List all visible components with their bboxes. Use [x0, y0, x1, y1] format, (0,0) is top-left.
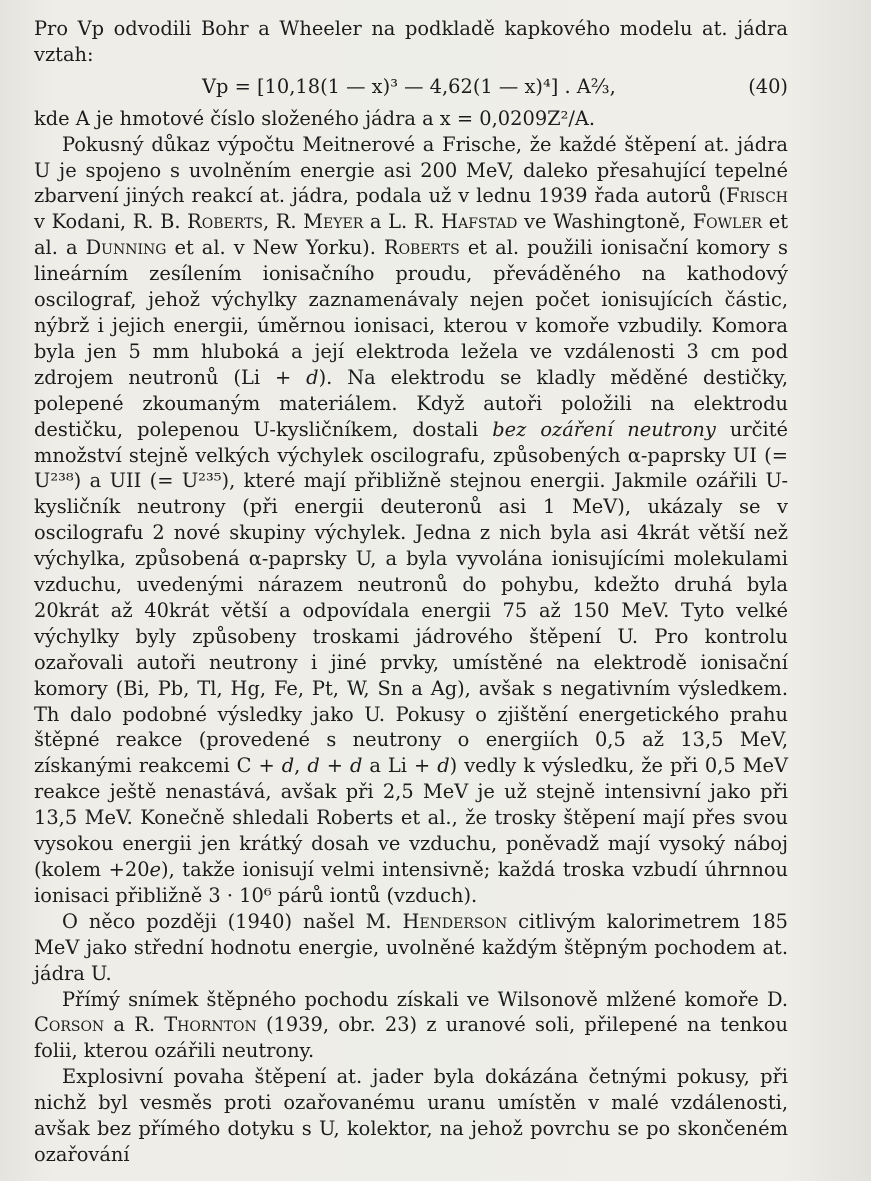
italic-text: d	[349, 754, 363, 778]
intro-paragraph: Pro Vp odvodili Bohr a Wheeler na podkladě kapkového modelu at. jádra vztah:	[34, 17, 788, 66]
author-name: Frisch	[725, 184, 788, 208]
italic-text: d	[306, 365, 319, 389]
italic-text: d	[437, 754, 450, 778]
author-name: Corson	[34, 1013, 105, 1037]
text-run: ) vedly k výsledku, že při 0,5 MeV reakce ještě nenastává, avšak při 2,5 MeV je už stejně intensivní jako při 13,5 MeV. Konečně shledali Roberts et al., že trosky štěpení mají přes svou vysokou energii jen krátký dosah ve vzduchu, poněvadž mají vysoký náboj (kolem +20	[34, 754, 788, 881]
formula-line	[34, 74, 788, 100]
text-run: Přímý snímek štěpného pochodu získali ve Wilsonově mlžené komoře D.	[62, 987, 788, 1011]
author-name: Henderson	[402, 909, 508, 933]
text-run: , R.	[262, 210, 304, 234]
text-run: a Li +	[362, 754, 438, 778]
text-run: určité množství stejně velkých výchylek oscilografu, způsobených α-paprsky UI (= U²³⁸) a UII (= U²³⁵), které mají přibližně stejnou energii. Jakmile ozářili U-kysličník neutrony (při energii deuteronů asi 1 MeV), ukázaly se v oscilografu 2 nové skupiny výchylek. Jedna z nich byla asi 4krát větší než výchylka, způsobená α-paprsky U, a byla vyvolána ionisujícími molekulami vzduchu, uvedenými nárazem neutronů do pohybu, kdežto druhá byla 20krát až 40krát větší a odpovídala energii 75 až 150 MeV. Tyto velké výchylky byly způsobeny troskami jádrového štěpení U. Pro kontrolu ozařovali autoři neutrony i jiné prvky, umístěné na elektrodě ionisační komory (Bi, Pb, Tl, Hg, Fe, Pt, W, Sn a Ag), avšak s negativním výsledkem. Th dalo podobné výsledky jako U. Pokusy o zjištění energetického prahu štěpné reakce (provedené s neutrony o energiích 0,5 až 13,5 MeV, získanými reakcemi C +	[34, 417, 788, 778]
text-run: v Kodani, R. B.	[34, 210, 188, 234]
text-run: ), takže ionisují velmi intensivně; každá troska vzbudí úhrnnou ionisaci přibližně 3 · 10⁶ párů iontů (vzduch).	[34, 858, 789, 907]
text-run: Explosivní povaha štěpení at. jader byla dokázána četnými pokusy, při nichž byl vesměs proti ozařovanému uranu umístěn v malé vzdálenosti, avšak bez přímého dotyku s U, kolektor, na jehož povrchu se po skončeném ozařování	[34, 1065, 788, 1166]
text-run: et al. použili ionisační komory s lineárním zesílením ionisačního proudu, převáděného na kathodový oscilograf, jehož výchylky zaznamenávaly nejen počet ionisujících částic, nýbrž i jejich energii, úměrnou ionisaci, kterou v komoře vzbudily. Komora byla jen 5 mm hluboká a její elektroda ležela ve vzdálenosti 3 cm pod zdrojem neutronů (Li +	[34, 236, 788, 389]
author-name: Hafstad	[441, 210, 518, 234]
text-run: +	[319, 754, 350, 778]
body-paragraphs	[34, 132, 788, 1168]
formula-explanation: kde A je hmotové číslo složeného jádra a x = 0,0209Z²/A.	[34, 106, 596, 130]
text-run: a L. R.	[363, 210, 442, 234]
body-paragraph	[34, 1064, 788, 1168]
body-paragraph	[34, 132, 788, 909]
author-name: Fowler	[692, 210, 763, 234]
equation-number: (40)	[748, 74, 788, 98]
text-run: ,	[294, 754, 308, 778]
text-run: O něco později (1940) našel M.	[62, 909, 403, 933]
formula-expression: Vp = [10,18(1 — x)³ — 4,62(1 — x)⁴] . A⅔,	[202, 74, 616, 98]
italic-text: bez ozáření neutrony	[492, 417, 716, 441]
body-paragraph	[34, 987, 788, 1065]
italic-text: d	[307, 754, 320, 778]
text-run: ). Na elektrodu se kladly měděné destičky, polepené zkoumaným materiálem. Když autoři položili na elektrodu destičku, polepenou U-kysličníkem, dostali	[34, 365, 788, 441]
author-name: Meyer	[303, 210, 364, 234]
text-run: et al. v New Yorku).	[166, 236, 384, 260]
text-run: citlivým kalorimetrem 185 MeV jako střední hodnotu energie, uvolněné každým štěpným pochodem at. jádra U.	[34, 909, 788, 985]
author-name: Dunning	[85, 236, 167, 260]
author-name: Thornton	[164, 1013, 257, 1037]
text-run: ve Washingtoně,	[517, 210, 693, 234]
italic-text: e	[149, 858, 162, 881]
italic-text: d	[281, 754, 295, 778]
author-name: Roberts	[187, 210, 263, 234]
text-run: et al. a	[34, 210, 788, 260]
text-run: a R.	[104, 1013, 165, 1037]
text-run: Pokusný důkaz výpočtu Meitnerové a Frische, že každé štěpení at. jádra U je spojeno s uvolněním energie asi 200 MeV, daleko přesahující tepelné zbarvení jiných reakcí at. jádra, podala už v lednu 1939 řada autorů (	[34, 132, 788, 208]
author-name: Roberts	[383, 236, 460, 260]
body-paragraph	[34, 909, 788, 987]
text-block	[34, 16, 788, 1168]
text-run: (1939, obr. 23) z uranové soli, přilepené na tenkou folii, kterou ozářili neutrony.	[34, 1013, 788, 1063]
